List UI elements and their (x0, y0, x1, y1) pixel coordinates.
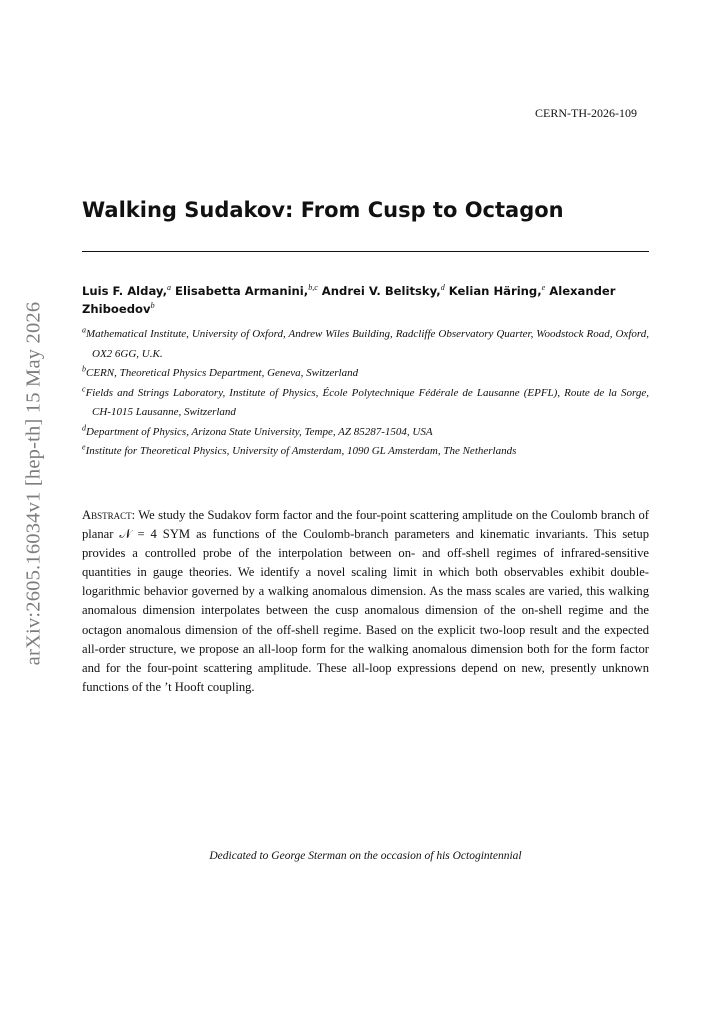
paper-title: Walking Sudakov: From Cusp to Octagon (82, 198, 564, 222)
affiliation-list (82, 325, 649, 462)
author-affiliation-mark: a (166, 283, 171, 293)
author-name: Kelian Häring, (448, 284, 542, 298)
affiliation-text: Mathematical Institute, University of Oxford, Andrew Wiles Building, Radcliffe Observatory Quarter, Woodstock Road, Oxford, OX2 6GG, U.K. (86, 328, 649, 360)
arxiv-identifier: arXiv:2605.16034v1 [hep-th] 15 May 2026 (22, 301, 45, 665)
title-divider (82, 251, 649, 252)
abstract-text: We study the Sudakov form factor and the four-point scattering amplitude on the Coulomb branch of planar 𝒩 = 4 SYM as functions of the Coulomb-branch parameters and kinematic invariants. This setup provides a controlled probe of the interpolation between on- and off-shell regimes of infrared-sensitive quantities in gauge theories. We identify a novel scaling limit in which both observables exhibit double-logarithmic behavior governed by a walking anomalous dimension. As the mass scales are varied, this walking anomalous dimension interpolates between the cusp anomalous dimension of the on-shell regime and the octagon anomalous dimension of the off-shell regime. Based on the explicit two-loop result and the expected all-order structure, we propose an all-loop form for the walking anomalous dimension both for the form factor and for the four-point scattering amplitude. These all-loop expressions depend on new, presently unknown functions of the ’t Hooft coupling. (82, 508, 650, 694)
affiliation (82, 364, 649, 384)
affiliation (82, 384, 649, 423)
affiliation (82, 325, 649, 364)
affiliation-mark: b (82, 364, 86, 374)
author-list (82, 282, 649, 318)
author-affiliation-mark: b,c (308, 283, 318, 293)
author-name: Elisabetta Armanini, (175, 284, 309, 298)
author (175, 284, 318, 298)
author (449, 284, 545, 298)
author (322, 284, 445, 298)
affiliation-text: Institute for Theoretical Physics, University of Amsterdam, 1090 GL Amsterdam, The Netherlands (85, 445, 517, 457)
author-affiliation-mark: e (541, 283, 546, 293)
affiliation (82, 423, 649, 443)
affiliation-text: CERN, Theoretical Physics Department, Geneva, Switzerland (86, 367, 359, 379)
affiliation-text: Department of Physics, Arizona State University, Tempe, AZ 85287-1504, USA (86, 425, 433, 438)
dedication: Dedicated to George Sterman on the occasion of his Octogintennial (209, 850, 522, 862)
abstract (82, 506, 649, 697)
affiliation-mark: e (82, 442, 86, 452)
report-number: CERN-TH-2026-109 (535, 106, 637, 120)
author-name: Andrei V. Belitsky, (321, 284, 441, 298)
author-affiliation-mark: b (150, 301, 155, 311)
arxiv-stamp (22, 295, 46, 671)
author-affiliation-mark: d (440, 283, 445, 293)
abstract-heading: Abstract: (82, 508, 136, 522)
affiliation-mark: a (82, 325, 86, 335)
author (82, 284, 171, 298)
author-name: Alexander Zhiboedov (82, 284, 616, 316)
affiliation-mark: c (82, 383, 86, 393)
affiliation (82, 442, 649, 462)
author-name: Luis F. Alday, (82, 284, 167, 298)
affiliation-mark: d (82, 422, 86, 432)
affiliation-text: Fields and Strings Laboratory, Institute of Physics, École Polytechnique Fédérale de Lausanne (EPFL), Route de la Sorge, CH-1015 Lausanne, Switzerland (85, 386, 649, 418)
